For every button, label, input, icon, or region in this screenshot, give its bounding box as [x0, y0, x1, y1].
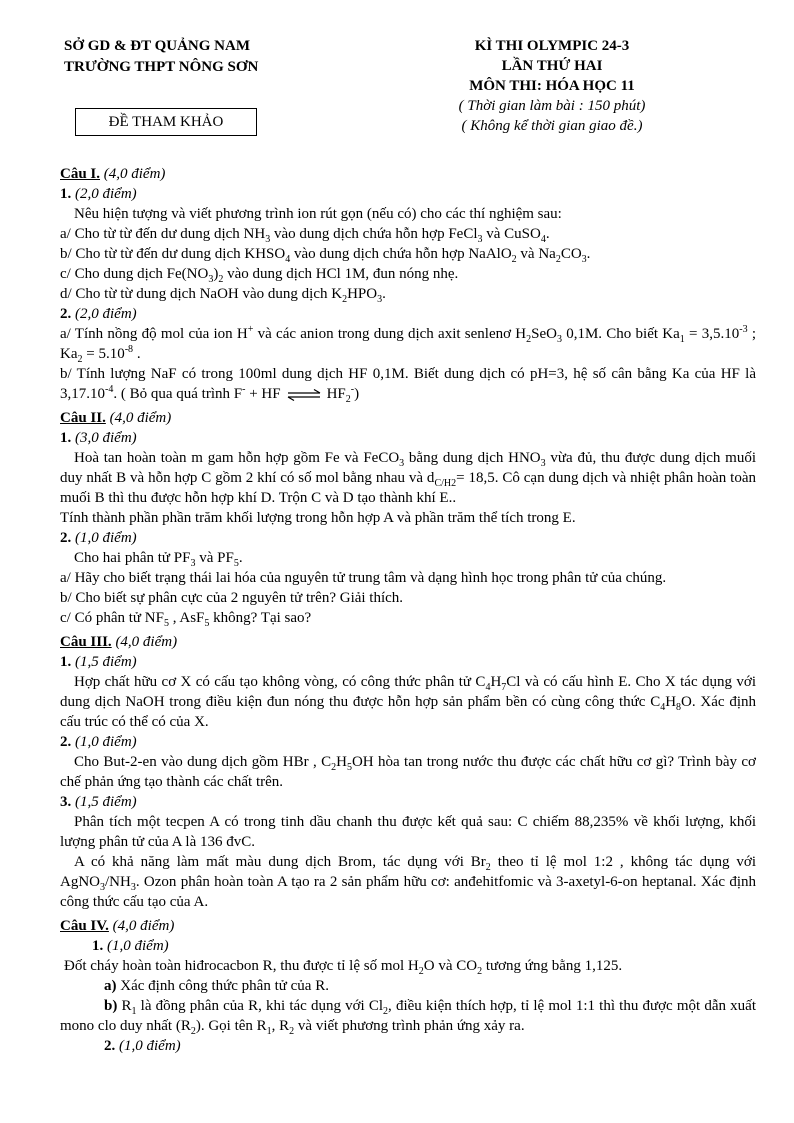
exam-page: [60, 36, 756, 1056]
item-b: b) $R_1$ là đồng phân của R, khi tác dụng với $Cl_2$, điều kiện thích hợp, tỉ lệ mol 1:1 thì thu được một dẫn xuất mono clo duy nhất $(R_2)$. Gọi tên $R_1$, $R_2$ và viết phương trình phản ứng xảy ra.: [60, 998, 756, 1037]
item-f: b/ Tính lượng NaF có trong 100ml dung dịch HF 0,1M. Biết dung dịch có pH=3, hệ số cân bằng Ka của HF là $3,17.10^{-4}$. ( Bỏ qua quá trình F- + HF $HF_2^-$): [60, 366, 756, 405]
item-c: c/ Cho dung dịch $Fe(NO_3)_2$ vào dung dịch HCl 1M, đun nóng nhẹ.: [60, 266, 459, 285]
problem-text: Hợp chất hữu cơ X có cấu tạo không vòng, có công thức phân tử $C_4H_7Cl$ và có cấu hình E. Cho X tác dụng với dung dịch NaOH trong điều kiện đun nóng thu được hỗn hợp sản phẩm bền có cùng công thức $C_4H_8O$. Xác định cấu trúc có thể có của X.: [60, 674, 756, 730]
part-heading: 1. (2,0 điểm): [60, 186, 137, 202]
problem-text: Tính thành phần phần trăm khối lượng trong hỗn hợp A và phần trăm thể tích trong E.: [60, 510, 576, 526]
question-3: Câu III. (4,0 điểm) 1. (1,5 điểm) Hợp chất hữu cơ X có cấu tạo không vòng, có công thức phân tử $C_4H_7Cl$ và có cấu hình E. Cho X tác dụng với dung dịch NaOH trong điều kiện đun nóng thu được hỗn hợp sản phẩm bền có cùng công thức $C_4H_8O$. Xác định cấu trúc có thể có của X. 2. (1,0 điểm) Cho But-2-en vào dung dịch gồm HBr , $C_2H_5OH$ hòa tan trong nước thu được các chất hữu cơ gì? Trình bày cơ chế phản ứng tạo thành các chất trên. 3. (1,5 điểm) Phân tích một tecpen A có trong tinh dầu chanh thu được kết quả sau: C chiếm 88,235% về khối lượng, khối lượng phân tử của A là 136 đvC. A có khả năng làm mất màu dung dịch Brom, tác dụng với $Br_2$ theo tỉ lệ mol 1:2 , không tác dụng với $AgNO_3/NH_3$. Ozon phân hoàn toàn A tạo ra 2 sản phẩm hữu cơ: anđehitfomic và 3-axetyl-6-on heptanal. Xác định công thức cấu tạo của A.: [60, 634, 756, 910]
item-d: d/ Cho từ từ dung dịch NaOH vào dung dịch $K_2HPO_3$.: [60, 286, 386, 305]
school-name: TRƯỜNG THPT NÔNG SƠN: [64, 59, 259, 75]
exam-duration: ( Thời gian làm bài : 150 phút): [458, 98, 646, 114]
exam-header: [60, 36, 756, 160]
item-b: b/ Cho từ từ đến dư dung dịch $KHSO_4$ vào dung dịch chứa hỗn hợp NaAlO$_2$ và $Na_2CO_3$.: [60, 246, 591, 265]
problem-text: Hoà tan hoàn toàn m gam hỗn hợp gồm Fe và FeCO$_3$ bằng dung dịch $HNO_3$ vừa đủ, thu được dung dịch muối duy nhất B và hỗn hợp C gồm 2 khí có số mol bằng nhau và $d_{C/H2}= 18,5$. Cô cạn dung dịch và nhiệt phân hoàn toàn muối B thì thu được hỗn hợp khí D. Trộn C và D tạo thành khí E..: [60, 450, 757, 506]
item-b: b/ Cho biết sự phân cực của 2 nguyên tử trên? Giải thích.: [60, 590, 404, 606]
part-intro: Nêu hiện tượng và viết phương trình ion rút gọn (nếu có) cho các thí nghiệm sau:: [74, 206, 562, 222]
question-1: Câu I. (4,0 điểm) 1. (2,0 điểm) Nêu hiện tượng và viết phương trình ion rút gọn (nếu có) cho các thí nghiệm sau: a/ Cho từ từ đến dư dung dịch $NH_3$ vào dung dịch chứa hỗn hợp FeCl$_3$ và CuSO$_4$. b/ Cho từ từ đến dư dung dịch $KHSO_4$ vào dung dịch chứa hỗn hợp NaAlO$_2$ và $Na_2CO_3$. c/ Cho dung dịch $Fe(NO_3)_2$ vào dung dịch HCl 1M, đun nóng nhẹ. d/ Cho từ từ dung dịch NaOH vào dung dịch $K_2HPO_3$. 2. (2,0 điểm) a/ Tính nồng độ mol của ion H+ và các anion trong dung dịch axit senlenơ $H_2SeO_3$ 0,1M. Cho biết $Ka_1 = 3,5.10^{-3}$ ; $Ka_2 = 5.10^{-8}$ . b/ Tính lượng NaF có trong 100ml dung dịch HF 0,1M. Biết dung dịch có pH=3, hệ số cân bằng Ka của HF là $3,17.10^{-4}$. ( Bỏ qua quá trình F- + HF $HF_2^-$): [60, 166, 756, 405]
question-title: Câu I.: [60, 166, 101, 182]
item-c: c/ Có phân tử $NF_5$ , AsF$_5$ không? Tại sao?: [60, 610, 312, 629]
exam-info: [412, 36, 692, 136]
equilibrium-arrow-icon: [287, 389, 321, 401]
question-4: Câu IV. (4,0 điểm) 1. (1,0 điểm) Đốt cháy hoàn toàn hiđrocacbon R, thu được tỉ lệ số mol $H_2O$ và $CO_2$ tương ứng bằng 1,125. a) Xác định công thức phân tử của R. b) $R_1$ là đồng phân của R, khi tác dụng với $Cl_2$, điều kiện thích hợp, tỉ lệ mol 1:1 thì thu được một dẫn xuất mono clo duy nhất $(R_2)$. Gọi tên $R_1$, $R_2$ và viết phương trình phản ứng xảy ra. 2. (1,0 điểm): [60, 918, 756, 1054]
part-heading: 3. (1,5 điểm): [60, 794, 137, 810]
reference-badge: ĐỀ THAM KHẢO: [75, 108, 257, 136]
item-a: a/ Cho từ từ đến dư dung dịch $NH_3$ vào dung dịch chứa hỗn hợp FeCl$_3$ và CuSO$_4$.: [60, 226, 550, 245]
school-info: [64, 36, 258, 78]
item-e: a/ Tính nồng độ mol của ion H+ và các anion trong dung dịch axit senlenơ $H_2SeO_3$ 0,1M. Cho biết $Ka_1 = 3,5.10^{-3}$ ; $Ka_2 = 5.10^{-8}$ .: [60, 324, 756, 365]
department-name: SỞ GD & ĐT QUẢNG NAM: [64, 38, 250, 54]
problem-text: Đốt cháy hoàn toàn hiđrocacbon R, thu được tỉ lệ số mol $H_2O$ và $CO_2$ tương ứng bằng 1,125.: [64, 958, 623, 977]
part-heading: 2. (1,0 điểm): [60, 734, 137, 750]
problem-text: A có khả năng làm mất màu dung dịch Brom, tác dụng với $Br_2$ theo tỉ lệ mol 1:2 , không tác dụng với $AgNO_3/NH_3$. Ozon phân hoàn toàn A tạo ra 2 sản phẩm hữu cơ: anđehitfomic và 3-axetyl-6-on heptanal. Xác định công thức cấu tạo của A.: [60, 854, 756, 910]
exam-title: KÌ THI OLYMPIC 24-3: [474, 38, 630, 54]
part-heading: 2. (1,0 điểm): [104, 1038, 181, 1054]
question-title: Câu IV.: [60, 918, 109, 934]
item-a: a) Xác định công thức phân tử của R.: [104, 978, 329, 994]
exam-duration-note: ( Không kể thời gian giao đề.): [461, 118, 643, 134]
part-heading: 1. (1,5 điểm): [60, 654, 137, 670]
part-heading: 2. (2,0 điểm): [60, 306, 137, 322]
part-heading: 1. (1,0 điểm): [92, 938, 169, 954]
problem-text: Cho hai phân tử $PF_3$ và $PF_5$.: [74, 550, 243, 569]
exam-round: LẦN THỨ HAI: [501, 58, 603, 74]
question-2: Câu II. (4,0 điểm) 1. (3,0 điểm) Hoà tan hoàn toàn m gam hỗn hợp gồm Fe và FeCO$_3$ bằng dung dịch $HNO_3$ vừa đủ, thu được dung dịch muối duy nhất B và hỗn hợp C gồm 2 khí có số mol bằng nhau và $d_{C/H2}= 18,5$. Cô cạn dung dịch và nhiệt phân hoàn toàn muối B thì thu được hỗn hợp khí D. Trộn C và D tạo thành khí E.. Tính thành phần phần trăm khối lượng trong hỗn hợp A và phần trăm thể tích trong E. 2. (1,0 điểm) Cho hai phân tử $PF_3$ và $PF_5$. a/ Hãy cho biết trạng thái lai hóa của nguyên tử trung tâm và dạng hình học trong phân tử của chúng. b/ Cho biết sự phân cực của 2 nguyên tử trên? Giải thích. c/ Có phân tử $NF_5$ , AsF$_5$ không? Tại sao?: [60, 410, 757, 629]
exam-subject: MÔN THI: HÓA HỌC 11: [469, 78, 635, 94]
question-title: Câu II.: [60, 410, 106, 426]
item-a: a/ Hãy cho biết trạng thái lai hóa của nguyên tử trung tâm và dạng hình học trong phân tử của chúng.: [60, 570, 667, 586]
part-heading: 2. (1,0 điểm): [60, 530, 137, 546]
problem-text: Cho But-2-en vào dung dịch gồm HBr , $C_2H_5OH$ hòa tan trong nước thu được các chất hữu cơ gì? Trình bày cơ chế phản ứng tạo thành các chất trên.: [60, 754, 756, 790]
problem-text: Phân tích một tecpen A có trong tinh dầu chanh thu được kết quả sau: C chiếm 88,235% về khối lượng, khối lượng phân tử của A là 136 đvC.: [60, 814, 756, 850]
part-heading: 1. (3,0 điểm): [60, 430, 137, 446]
question-title: Câu III.: [60, 634, 112, 650]
